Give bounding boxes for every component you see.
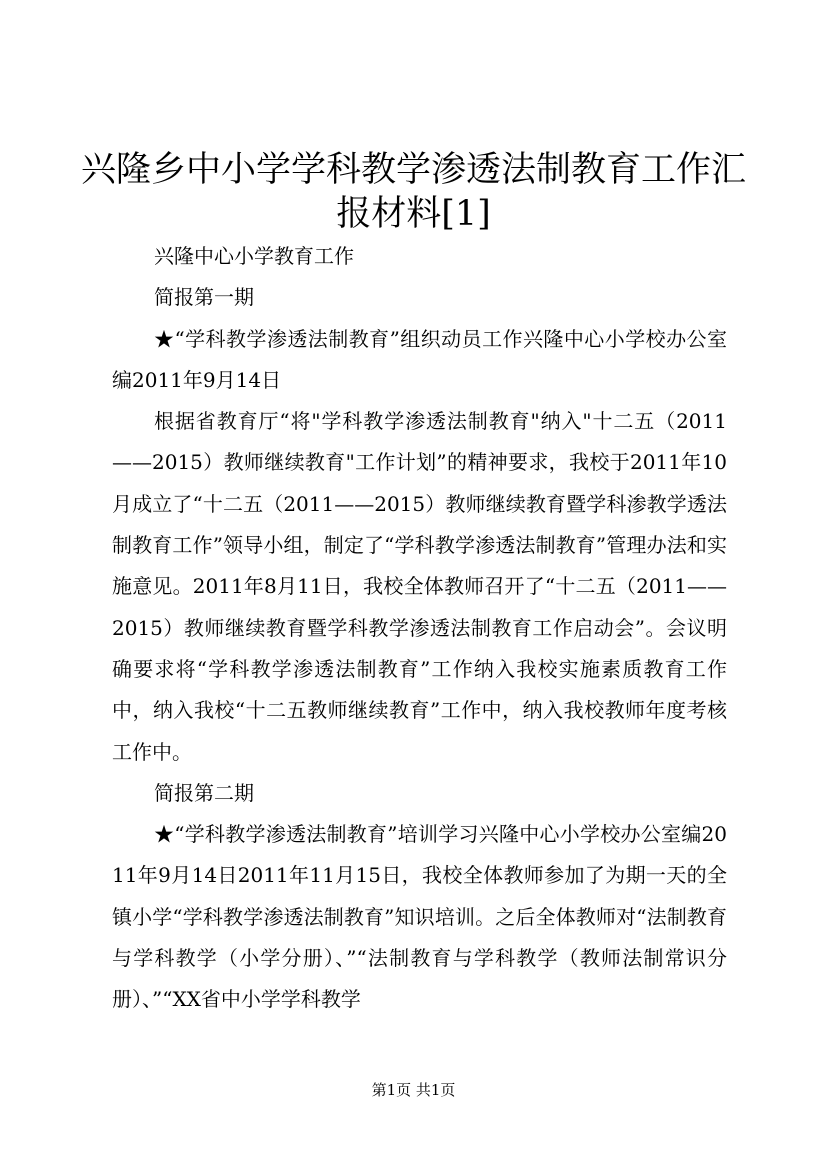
paragraph-bulletin-1-body: 根据省教育厅“将"学科教学渗透法制教育"纳入"十二五（2011——2015）教师继续教育"工作计划”的精神要求，我校于2011年10月成立了“十二五（2011——2015）教师继续教育暨学科渗教学透法制教育工作”领导小组，制定了“学科教学渗透法制教育”管理办法和实施意见。2011年8月11日，我校全体教师召开了“十二五（2011——2015）教师继续教育暨学科教学渗透法制教育工作启动会”。会议明确要求将“学科教学渗透法制教育”工作纳入我校实施素质教育工作中，纳入我校“十二五教师继续教育”工作中，纳入我校教师年度考核工作中。 — [112, 409, 727, 764]
document-body — [112, 236, 727, 1021]
paragraph-bulletin-1-item: ★“学科教学渗透法制教育”组织动员工作兴隆中心小学校办公室编2011年9月14日 — [112, 326, 727, 392]
paragraph-school-name: 兴隆中心小学教育工作 — [154, 244, 354, 268]
paragraph-bulletin-1-heading: 简报第一期 — [154, 285, 254, 310]
paragraph-bulletin-2-heading: 简报第二期 — [154, 780, 254, 805]
page-footer: 第1页 共1页 — [371, 1081, 456, 1099]
document-title: 兴隆乡中小学学科教学渗透法制教育工作汇报材料[1] — [80, 150, 746, 234]
paragraph-bulletin-2-item: ★“学科教学渗透法制教育”培训学习兴隆中心小学校办公室编2011年9月14日2011年11月15日，我校全体教师参加了为期一天的全镇小学“学科教学渗透法制教育”知识培训。之后全体教师对“法制教育与学科教学（小学分册）、”“法制教育与学科教学（教师法制常识分册）、”“XX省中小学学科教学 — [112, 822, 727, 1012]
